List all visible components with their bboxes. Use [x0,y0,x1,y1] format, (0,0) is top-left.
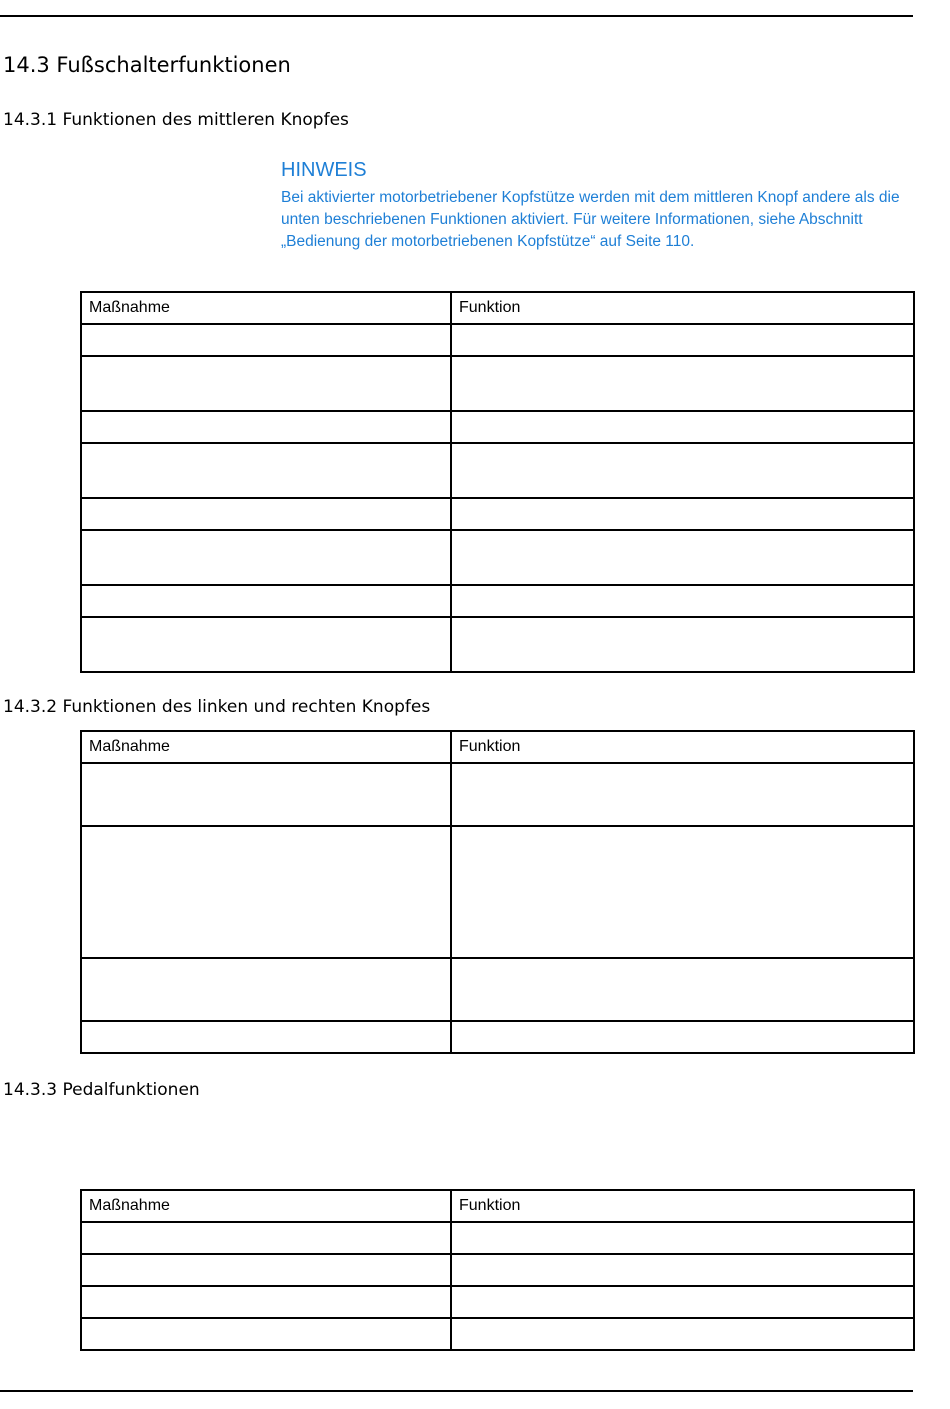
table-row [81,530,914,585]
table-cell [451,498,914,530]
table-cell [451,1286,914,1318]
table-cell [451,411,914,443]
table-cell [81,826,451,958]
header-cell-measure: Maßnahme [81,1190,451,1222]
table-row [81,1318,914,1350]
table-cell [81,498,451,530]
header-cell-function: Funktion [451,292,914,324]
table-row [81,1021,914,1053]
table-row [81,498,914,530]
table-cell [81,1318,451,1350]
table-row [81,1286,914,1318]
table-row [81,443,914,498]
table-cell [81,1254,451,1286]
table-cell [451,356,914,411]
table-cell [81,585,451,617]
table-row [81,356,914,411]
table-cell [451,324,914,356]
table-cell [451,826,914,958]
header-cell-function: Funktion [451,1190,914,1222]
table-row [81,617,914,672]
table-pedal [80,1189,915,1351]
table-cell [81,617,451,672]
note-title: HINWEIS [281,159,367,181]
table-left-right-buttons [80,730,915,1054]
table-cell [81,530,451,585]
table-row [81,958,914,1021]
table-row [81,411,914,443]
note-box [281,158,911,253]
table-cell [81,443,451,498]
table-header-row [81,1190,914,1222]
top-rule [0,15,913,17]
table-cell [81,1222,451,1254]
table-cell [81,1021,451,1053]
table-header-row [81,731,914,763]
table-cell [451,958,914,1021]
table-row [81,1254,914,1286]
table-cell [451,1254,914,1286]
table-cell [451,1021,914,1053]
table-cell [451,1318,914,1350]
bottom-rule [0,1390,913,1392]
table-cell [451,617,914,672]
table-row [81,1222,914,1254]
table-cell [451,443,914,498]
table-cell [451,763,914,826]
table-cell [81,411,451,443]
table-cell [81,324,451,356]
table-cell [451,585,914,617]
table-cell [81,763,451,826]
header-cell-measure: Maßnahme [81,292,451,324]
table-row [81,585,914,617]
table-row [81,826,914,958]
table-cell [81,1286,451,1318]
table-row [81,324,914,356]
table-cell [451,1222,914,1254]
header-cell-function: Funktion [451,731,914,763]
table-cell [81,958,451,1021]
table-middle-button [80,291,915,673]
table-row [81,763,914,826]
subsection-title-middle-button: 14.3.1 Funktionen des mittleren Knopfes [3,110,349,130]
section-title: 14.3 Fußschalterfunktionen [3,53,291,77]
subsection-title-pedal: 14.3.3 Pedalfunktionen [3,1080,200,1100]
subsection-title-left-right-buttons: 14.3.2 Funktionen des linken und rechten Knopfes [3,697,431,717]
table-cell [81,356,451,411]
note-body: Bei aktivierter motorbetriebener Kopfstütze werden mit dem mittleren Knopf andere als die unten beschriebenen Funktionen aktiviert. Für weitere Informationen, siehe Abschnitt „Bedienung der motorbetriebenen Kopfstütze“ auf Seite 110. [281,189,900,250]
table-header-row [81,292,914,324]
header-cell-measure: Maßnahme [81,731,451,763]
table-cell [451,530,914,585]
